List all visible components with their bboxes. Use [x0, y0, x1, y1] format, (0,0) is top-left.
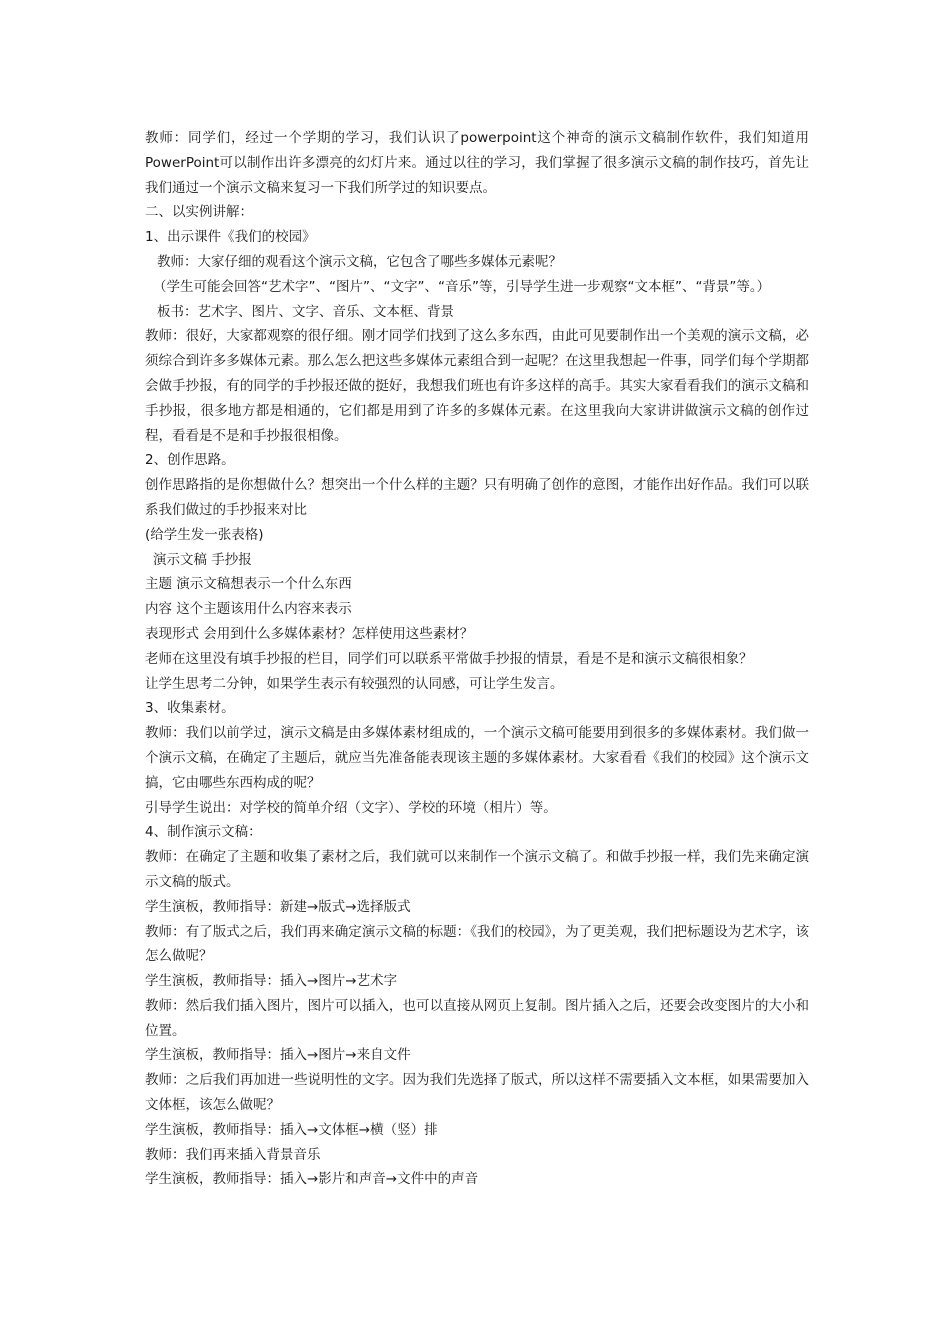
paragraph: 学生演板，教师指导：插入→图片→艺术字 — [145, 973, 398, 990]
table-header-row: 演示文稿 手抄报 — [153, 551, 252, 568]
paragraph: 教师：我们再来插入背景音乐 — [145, 1146, 321, 1163]
paragraph: 教师：然后我们插入图片，图片可以插入，也可以直接从网页上复制。图片插入之后，还要会改变图片的大小和位置。 — [145, 997, 809, 1039]
paragraph: 创作思路指的是你想做什么？想突出一个什么样的主题？只有明确了创作的意图，才能作出好作品。我们可以联系我们做过的手抄报来对比 — [145, 477, 809, 518]
paragraph: 让学生思考二分钟，如果学生表示有较强烈的认同感，可让学生发言。 — [145, 675, 564, 692]
paragraph: 教师：我们以前学过，演示文稿是由多媒体素材组成的，一个演示文稿可能要用到很多的多媒体素材。我们做一个演示文稿，在确定了主题后，就应当先准备能表现该主题的多媒体素材。大家看看《我们的校园》这个演示文搞，它由哪些东西构成的呢？ — [145, 725, 809, 791]
paragraph: 教师：大家仔细的观看这个演示文稿，它包含了哪些多媒体元素呢？ — [157, 253, 562, 270]
table-row: 主题 演示文稿想表示一个什么东西 — [145, 576, 352, 593]
paragraph: 教师：之后我们再加进一些说明性的文字。因为我们先选择了版式，所以这样不需要插入文本框，如果需要加入文体框，该怎么做呢？ — [145, 1072, 809, 1114]
paragraph-intro: 教师：同学们，经过一个学期的学习，我们认识了powerpoint这个神奇的演示文稿制作软件，我们知道用PowerPoint可以制作出许多漂亮的幻灯片来。通过以往的学习，我们掌握了很多演示文稿的制作技巧，首先让我们通过一个演示文稿来复习一下我们所学过的知识要点。 — [145, 130, 809, 196]
step-heading: 4、制作演示文稿： — [145, 824, 262, 841]
paragraph: 学生演板，教师指导：新建→版式→选择版式 — [145, 898, 411, 915]
step-heading: 1、出示课件《我们的校园》 — [145, 229, 316, 246]
step-heading: 2、创作思路。 — [145, 452, 235, 469]
section-heading: 二、以实例讲解： — [145, 204, 253, 221]
table-row: 表现形式 会用到什么多媒体素材？怎样使用这些素材？ — [145, 625, 474, 642]
document-body — [145, 126, 809, 1192]
table-row: 内容 这个主题该用什么内容来表示 — [145, 601, 352, 618]
paragraph: 板书：艺术字、图片、文字、音乐、文本框、背景 — [157, 303, 454, 320]
paragraph: 学生演板，教师指导：插入→图片→来自文件 — [145, 1047, 411, 1064]
paragraph: （学生可能会回答“艺术字”、“图片”、“文字”、“音乐”等，引导学生进一步观察“文本框”、“背景”等。） — [153, 278, 771, 295]
paragraph: 教师：有了版式之后，我们再来确定演示文稿的标题：《我们的校园》，为了更美观，我们把标题设为艺术字，该怎么做呢？ — [145, 923, 809, 965]
paragraph: 教师：在确定了主题和收集了素材之后，我们就可以来制作一个演示文稿了。和做手抄报一样，我们先来确定演示文稿的版式。 — [145, 849, 809, 890]
paragraph: 引导学生说出：对学校的简单介绍（文字）、学校的环境（相片）等。 — [145, 799, 557, 816]
paragraph: 老师在这里没有填手抄报的栏目，同学们可以联系平常做手抄报的情景，看是不是和演示文稿很相象？ — [145, 650, 753, 667]
step-heading: 3、收集素材。 — [145, 700, 235, 717]
paragraph: 学生演板，教师指导：插入→文体框→横（竖）排 — [145, 1121, 438, 1138]
paragraph: 学生演板，教师指导：插入→影片和声音→文件中的声音 — [145, 1171, 479, 1188]
paragraph: (给学生发一张表格) — [145, 526, 264, 543]
paragraph: 教师：很好，大家都观察的很仔细。刚才同学们找到了这么多东西，由此可见要制作出一个美观的演示文稿，必须综合到许多多媒体元素。那么怎么把这些多媒体元素组合到一起呢？在这里我想起一件事，同学们每个学期都会做手抄报，有的同学的手抄报还做的挺好，我想我们班也有许多这样的高手。其实大家看看我们的演示文稿和手抄报，很多地方都是相通的，它们都是用到了许多的多媒体元素。在这里我向大家讲讲做演示文稿的创作过程，看看是不是和手抄报很相像。 — [145, 328, 809, 444]
